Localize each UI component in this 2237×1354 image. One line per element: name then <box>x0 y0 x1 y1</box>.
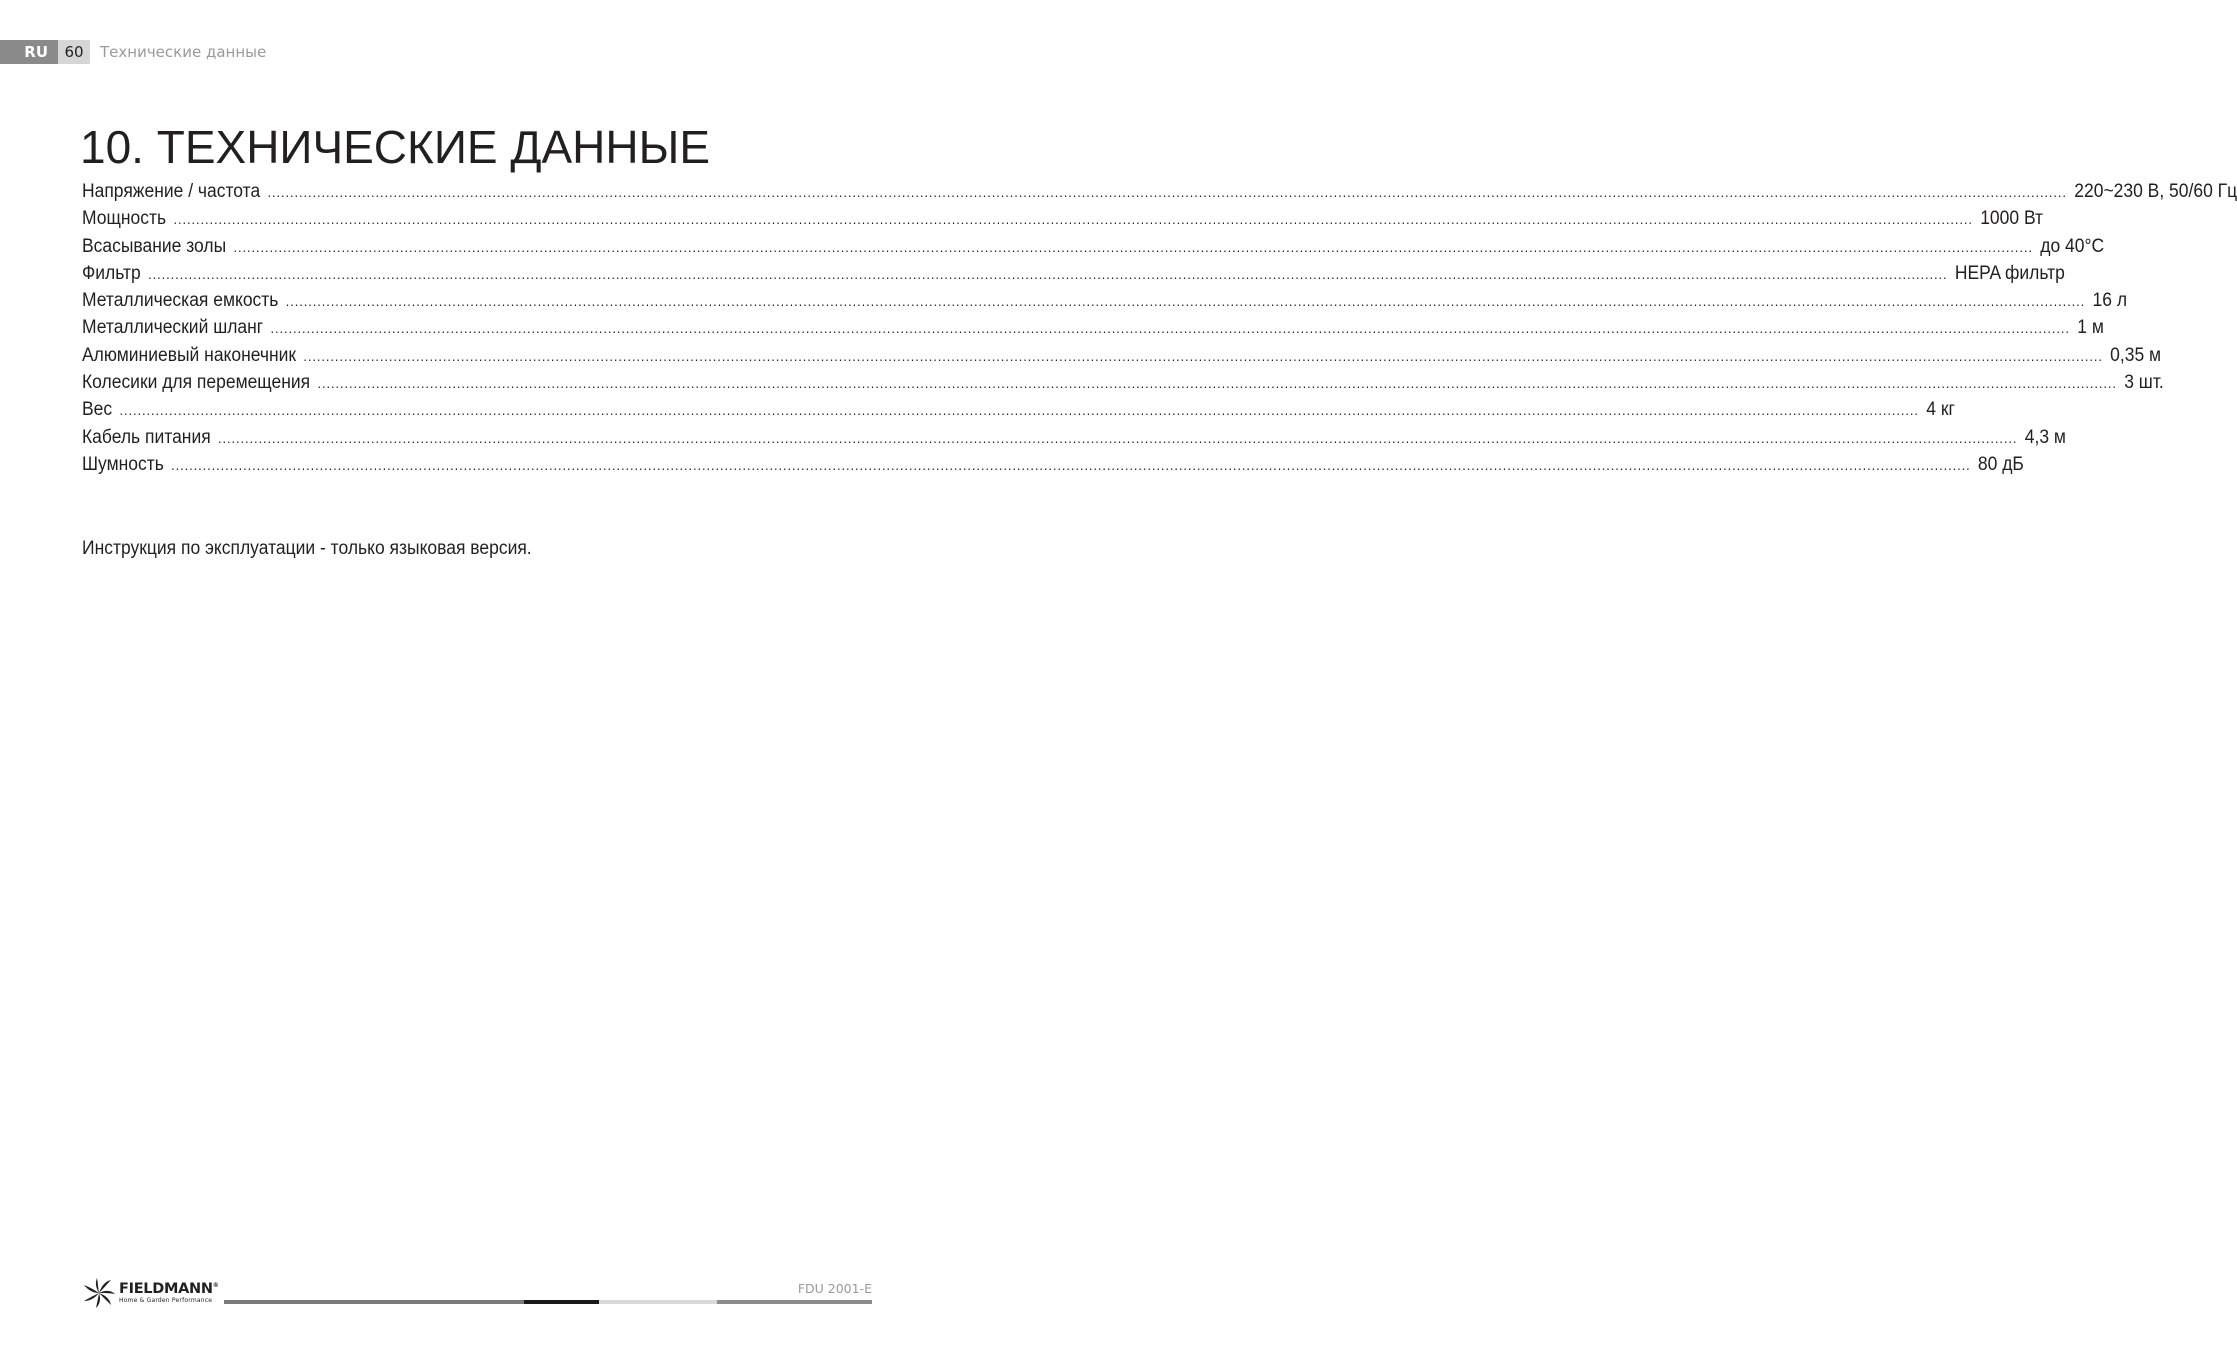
dot-leader: ................................................................................................................................................................................................................................................................................................................................................................................................................ <box>270 320 2070 337</box>
spec-row <box>82 426 2066 454</box>
footer-line-segment <box>224 1300 524 1304</box>
language-note: Инструкция по эксплуатации - только языковая версия. <box>82 538 532 559</box>
language-badge: RU <box>0 40 58 64</box>
logo-text <box>119 1282 218 1305</box>
spec-row <box>82 262 2065 290</box>
spec-row <box>82 399 1955 426</box>
spec-label: Мощность <box>82 208 167 230</box>
page-title: 10. ТЕХНИЧЕСКИЕ ДАННЫЕ <box>80 121 711 173</box>
brand-logo <box>82 1278 218 1308</box>
dot-leader: ................................................................................................................................................................................................................................................................................................................................................................................................................ <box>285 293 2086 310</box>
spec-label: Вес <box>82 399 113 421</box>
spec-row <box>82 181 2237 208</box>
spec-row <box>82 453 2024 481</box>
fieldmann-logo-icon <box>82 1278 116 1308</box>
dot-leader: ................................................................................................................................................................................................................................................................................................................................................................................................................ <box>171 456 1971 473</box>
dot-leader: ................................................................................................................................................................................................................................................................................................................................................................................................................ <box>317 375 2117 392</box>
footer-line-segment <box>717 1300 872 1304</box>
spec-row <box>82 372 2164 399</box>
spec-value: 1 м <box>2077 317 2104 339</box>
model-code: FDU 2001-E <box>797 1281 872 1296</box>
spec-label: Колесики для перемещения <box>82 372 311 394</box>
dot-leader: ................................................................................................................................................................................................................................................................................................................................................................................................................ <box>218 429 2018 446</box>
dot-leader: ................................................................................................................................................................................................................................................................................................................................................................................................................ <box>148 265 1948 282</box>
spec-label: Алюминиевый наконечник <box>82 344 297 366</box>
spec-label: Фильтр <box>82 262 141 284</box>
spec-label: Металлический шланг <box>82 317 264 339</box>
spec-row <box>82 317 2104 344</box>
footer-line <box>224 1300 872 1304</box>
footer-line-segment <box>524 1300 599 1304</box>
spec-label: Всасывание золы <box>82 235 227 257</box>
page-number: 60 <box>58 40 90 64</box>
spec-label: Напряжение / частота <box>82 181 261 202</box>
dot-leader: ................................................................................................................................................................................................................................................................................................................................................................................................................ <box>303 347 2103 364</box>
spec-value: 4 кг <box>1926 399 1955 421</box>
spec-value: 16 л <box>2092 290 2128 312</box>
spec-value: HEPA фильтр <box>1954 262 2065 284</box>
spec-value: 4,3 м <box>2024 426 2066 448</box>
spec-value: 1000 Вт <box>1980 208 2044 230</box>
spec-row <box>82 344 2162 372</box>
spec-row <box>82 208 2044 235</box>
dot-leader: ................................................................................................................................................................................................................................................................................................................................................................................................................ <box>119 402 1919 419</box>
section-name: Технические данные <box>100 43 267 61</box>
spec-row <box>82 290 2128 317</box>
spec-list <box>82 181 2237 481</box>
dot-leader: ................................................................................................................................................................................................................................................................................................................................................................................................................ <box>267 184 2067 200</box>
spec-label: Шумность <box>82 453 164 475</box>
spec-value: 0,35 м <box>2110 344 2162 366</box>
page-header <box>0 40 266 64</box>
spec-label: Металлическая емкость <box>82 290 279 312</box>
spec-value: 80 дБ <box>1977 453 2024 475</box>
spec-label: Кабель питания <box>82 426 211 448</box>
spec-value: 220~230 В, 50/60 Гц <box>2074 181 2237 202</box>
brand-tagline: Home & Garden Performance <box>119 1297 213 1305</box>
spec-row <box>82 235 2105 263</box>
dot-leader: ................................................................................................................................................................................................................................................................................................................................................................................................................ <box>233 238 2033 255</box>
spec-value: до 40°C <box>2040 235 2105 257</box>
footer-line-segment <box>599 1300 717 1304</box>
spec-value: 3 шт. <box>2124 372 2164 394</box>
brand-name: FIELDMANN® <box>119 1280 219 1297</box>
dot-leader: ................................................................................................................................................................................................................................................................................................................................................................................................................ <box>173 211 1973 228</box>
